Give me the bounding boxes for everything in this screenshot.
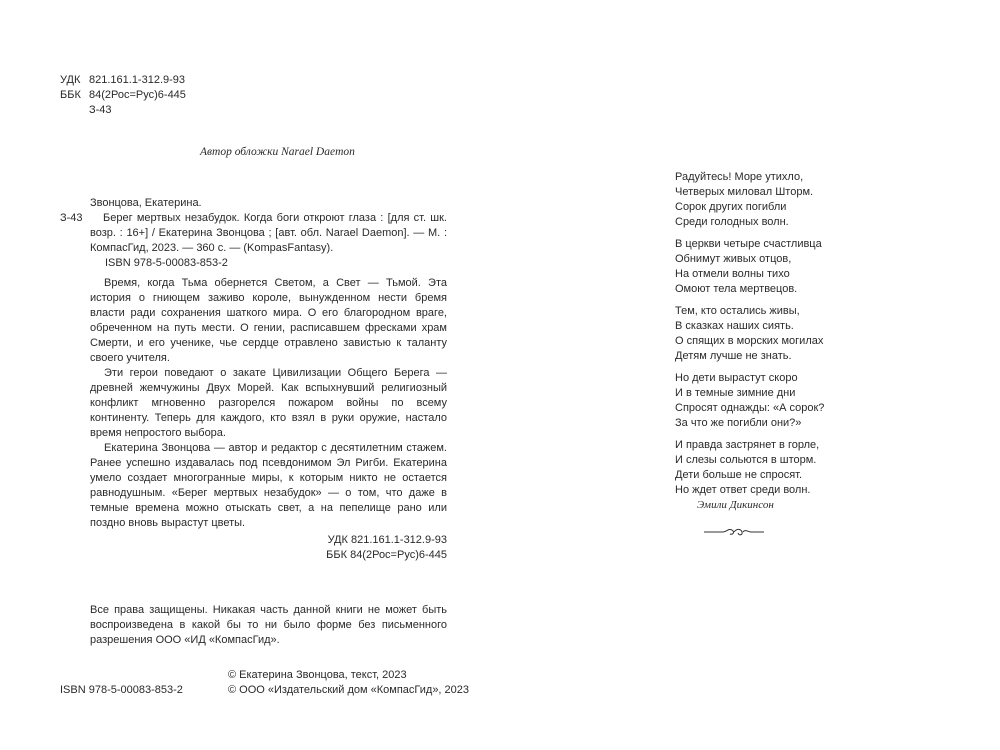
udk-value: 821.161.1-312.9-93 [89,74,186,86]
poem-line: Дети больше не спросят. [675,469,803,481]
poem-line: Тем, кто остались живы, [675,305,800,317]
cover-credit: Автор обложки Narael Daemon [200,146,355,158]
annotation-paragraph: Екатерина Звонцова — автор и редактор с десятилетним стажем. Ранее успешно издавалась под псевдонимом Эл Ригби. Екатерина умело создает многогранные миры, к которым никто не остается равнодушным. «Берег мертвых незабудок» — о том, что даже в темные времена можно отыскать свет, а на пепелище рано или поздно вновь вырастут цветы. [90,442,447,529]
left-page-column [60,196,470,700]
ornament-divider-icon [703,525,765,539]
biblio-author: Звонцова, Екатерина. [90,197,202,209]
poem-line: Омоют тела мертвецов. [675,283,798,295]
poem-line: И правда застрянет в горле, [675,439,820,451]
bottom-imprint [60,668,470,700]
bbk-value: 84(2Рос=Рус)6-445 [89,89,186,101]
annotation-paragraph: Эти герои поведают о закате Цивилизации Общего Берега — древней жемчужины Двух Морей. Как вспыхнувший религиозный конфликт мгновенно разгорелся пожаром войны по всему континенту. Теперь для каждого, кто взял в руки оружие, настало время непростого выбора. [90,367,447,439]
author-mark: З-43 [89,104,112,116]
biblio-mark: З-43 [60,212,83,224]
footer-codes [60,533,447,563]
poem-line: О спящих в морских могилах [675,335,824,347]
footer-udk: УДК 821.161.1-312.9-93 [327,534,447,546]
biblio-title-line1: Берег мертвых незабудок. Когда боги откроют глаза : [для ст. шк. возр. : [90,212,447,239]
copyright-publisher: © ООО «Издательский дом «КомпасГид», 2023 [228,684,470,696]
biblio-title-rest: 16+] / Екатерина Звонцова ; [авт. обл. Narael Daemon]. — М. : КомпасГид, 2023. — 360 с. — (KompasFantasy). [90,227,448,254]
poem-line: И в темные зимние дни [675,387,796,399]
poem-line: Детям лучше не знать. [675,350,792,362]
poem-line: Радуйтесь! Море утихло, [675,171,804,183]
udk-label: УДК [60,74,81,86]
biblio-isbn: ISBN 978-5-00083-853-2 [105,257,228,269]
poem-line: Но ждет ответ среди волн. [675,484,811,496]
poem-stanza [675,237,824,297]
poem-line: В сказках наших сиять. [675,320,794,332]
poem-stanza [675,170,824,230]
isbn-bottom: ISBN 978-5-00083-853-2 [60,684,183,696]
poem-line: Четверых миловал Шторм. [675,186,814,198]
poem-line: За что же погибли они?» [675,417,802,429]
poem-line: Сорок других погибли [675,201,787,213]
epigraph-poem [675,170,824,539]
poem-stanza [675,438,824,498]
rights-notice: Все права защищены. Никакая часть данной книги не может быть воспроизведена в какой бы то ни было форме без письменного разрешения ООО «ИД «КомпасГид». [90,604,447,646]
copyright-block [228,668,469,698]
poem-line: Спросят однажды: «А сорок? [675,402,825,414]
poem-stanza [675,371,824,431]
copyright-author: © Екатерина Звонцова, текст, 2023 [228,669,407,681]
bbk-label: ББК [60,89,81,101]
footer-bbk: ББК 84(2Рос=Рус)6-445 [326,549,447,561]
poem-signature: Эмили Дикинсон [697,499,774,511]
annotation-paragraph: Время, когда Тьма обернется Светом, а Свет — Тьмой. Эта история о гниющем заживо короле, вынужденном нести бремя власти ради сохранения шаткого мира. О его благородном враге, обреченном на путь мести. О гении, расписавшем фресками храм Смерти, и его ученике, чье сердце отравлено завистью к таланту своего учителя. [90,277,447,364]
bibliographic-record [60,196,447,563]
poem-stanza [675,304,824,364]
poem-line: На отмели волны тихо [675,268,790,280]
poem-line: Но дети вырастут скоро [675,372,798,384]
poem-line: Обнимут живых отцов, [675,253,792,265]
poem-line: В церкви четыре счастливца [675,238,822,250]
poem-line: Среди голодных волн. [675,216,789,228]
annotation [60,276,447,531]
header-codes [60,73,186,118]
poem-line: И слезы сольются в шторм. [675,454,817,466]
